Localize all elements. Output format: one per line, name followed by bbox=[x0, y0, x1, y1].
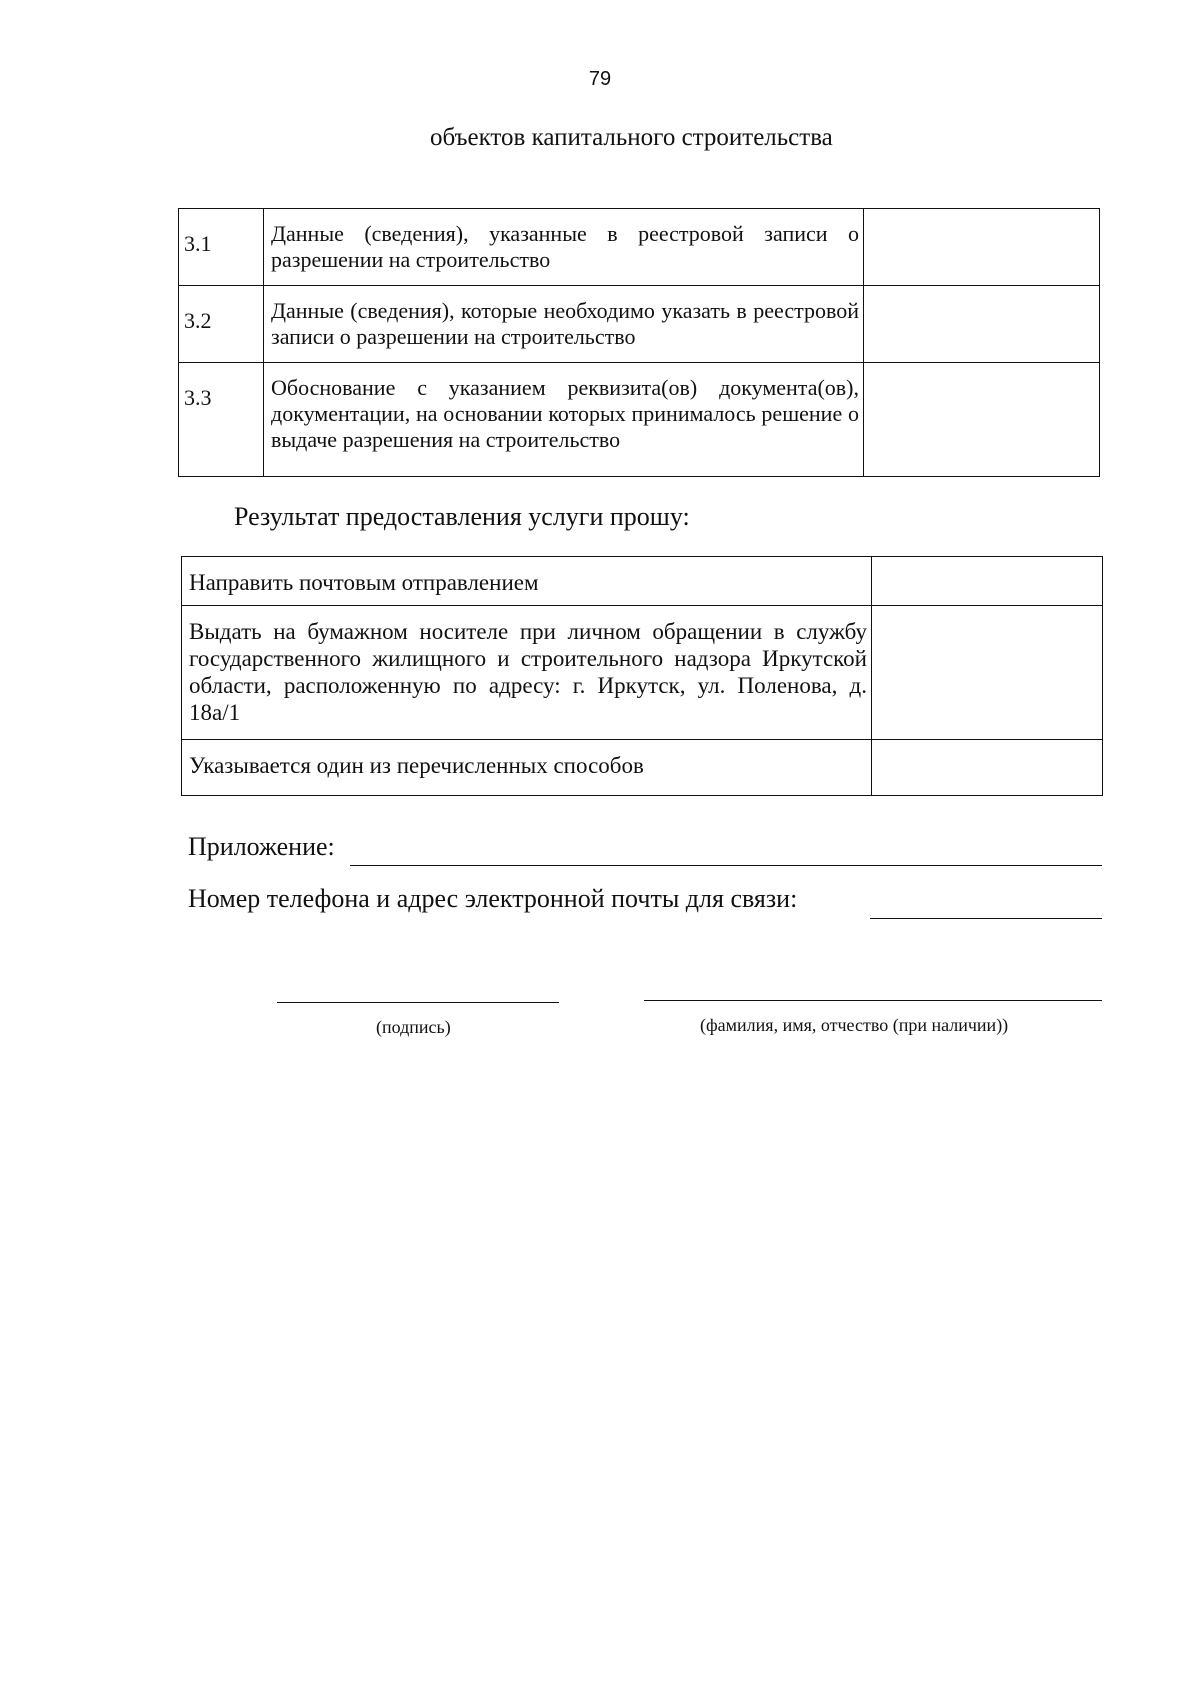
row-description: Данные (сведения), указанные в реестровой записи о разрешении на строительство bbox=[264, 209, 864, 286]
page-heading: объектов капитального строительства bbox=[430, 124, 833, 151]
delivery-option-mark-field[interactable] bbox=[872, 606, 1103, 740]
table-row bbox=[179, 286, 1100, 363]
full-name-line[interactable] bbox=[644, 1000, 1102, 1001]
row-number: 3.2 bbox=[179, 286, 264, 363]
row-value-field[interactable] bbox=[864, 363, 1100, 477]
table-row bbox=[182, 557, 1103, 606]
table-row bbox=[182, 606, 1103, 740]
delivery-option-text: Выдать на бумажном носителе при личном обращении в службу государственного жилищного и строительного надзора Иркутской области, расположенную по адресу: г. Иркутск, ул. Поленова, д. 18а/1 bbox=[182, 606, 872, 740]
appendix-label: Приложение: bbox=[188, 832, 335, 861]
contact-label: Номер телефона и адрес электронной почты для связи: bbox=[188, 884, 798, 913]
full-name-caption: (фамилия, имя, отчество (при наличии)) bbox=[700, 1015, 1009, 1035]
table-row bbox=[182, 740, 1103, 796]
signature-line[interactable] bbox=[277, 1002, 559, 1003]
page-number: 79 bbox=[588, 68, 612, 90]
signature-caption: (подпись) bbox=[376, 1017, 451, 1037]
delivery-option-mark-field[interactable] bbox=[872, 557, 1103, 606]
delivery-option-text: Направить почтовым отправлением bbox=[182, 557, 872, 606]
permit-data-table bbox=[178, 208, 1100, 477]
result-delivery-label: Результат предоставления услуги прошу: bbox=[234, 502, 690, 531]
row-description: Обоснование с указанием реквизита(ов) документа(ов), документации, на основании которых принималось решение о выдаче разрешения на строительство bbox=[264, 363, 864, 477]
row-value-field[interactable] bbox=[864, 209, 1100, 286]
table-row bbox=[179, 209, 1100, 286]
table-row bbox=[179, 363, 1100, 477]
delivery-option-mark-field[interactable] bbox=[872, 740, 1103, 796]
result-delivery-table bbox=[181, 556, 1103, 796]
delivery-option-text: Указывается один из перечисленных способов bbox=[182, 740, 872, 796]
row-number: 3.3 bbox=[179, 363, 264, 477]
row-description: Данные (сведения), которые необходимо указать в реестровой записи о разрешении на строительство bbox=[264, 286, 864, 363]
contact-input-line[interactable] bbox=[870, 918, 1102, 919]
appendix-input-line[interactable] bbox=[350, 865, 1102, 866]
row-number: 3.1 bbox=[179, 209, 264, 286]
row-value-field[interactable] bbox=[864, 286, 1100, 363]
